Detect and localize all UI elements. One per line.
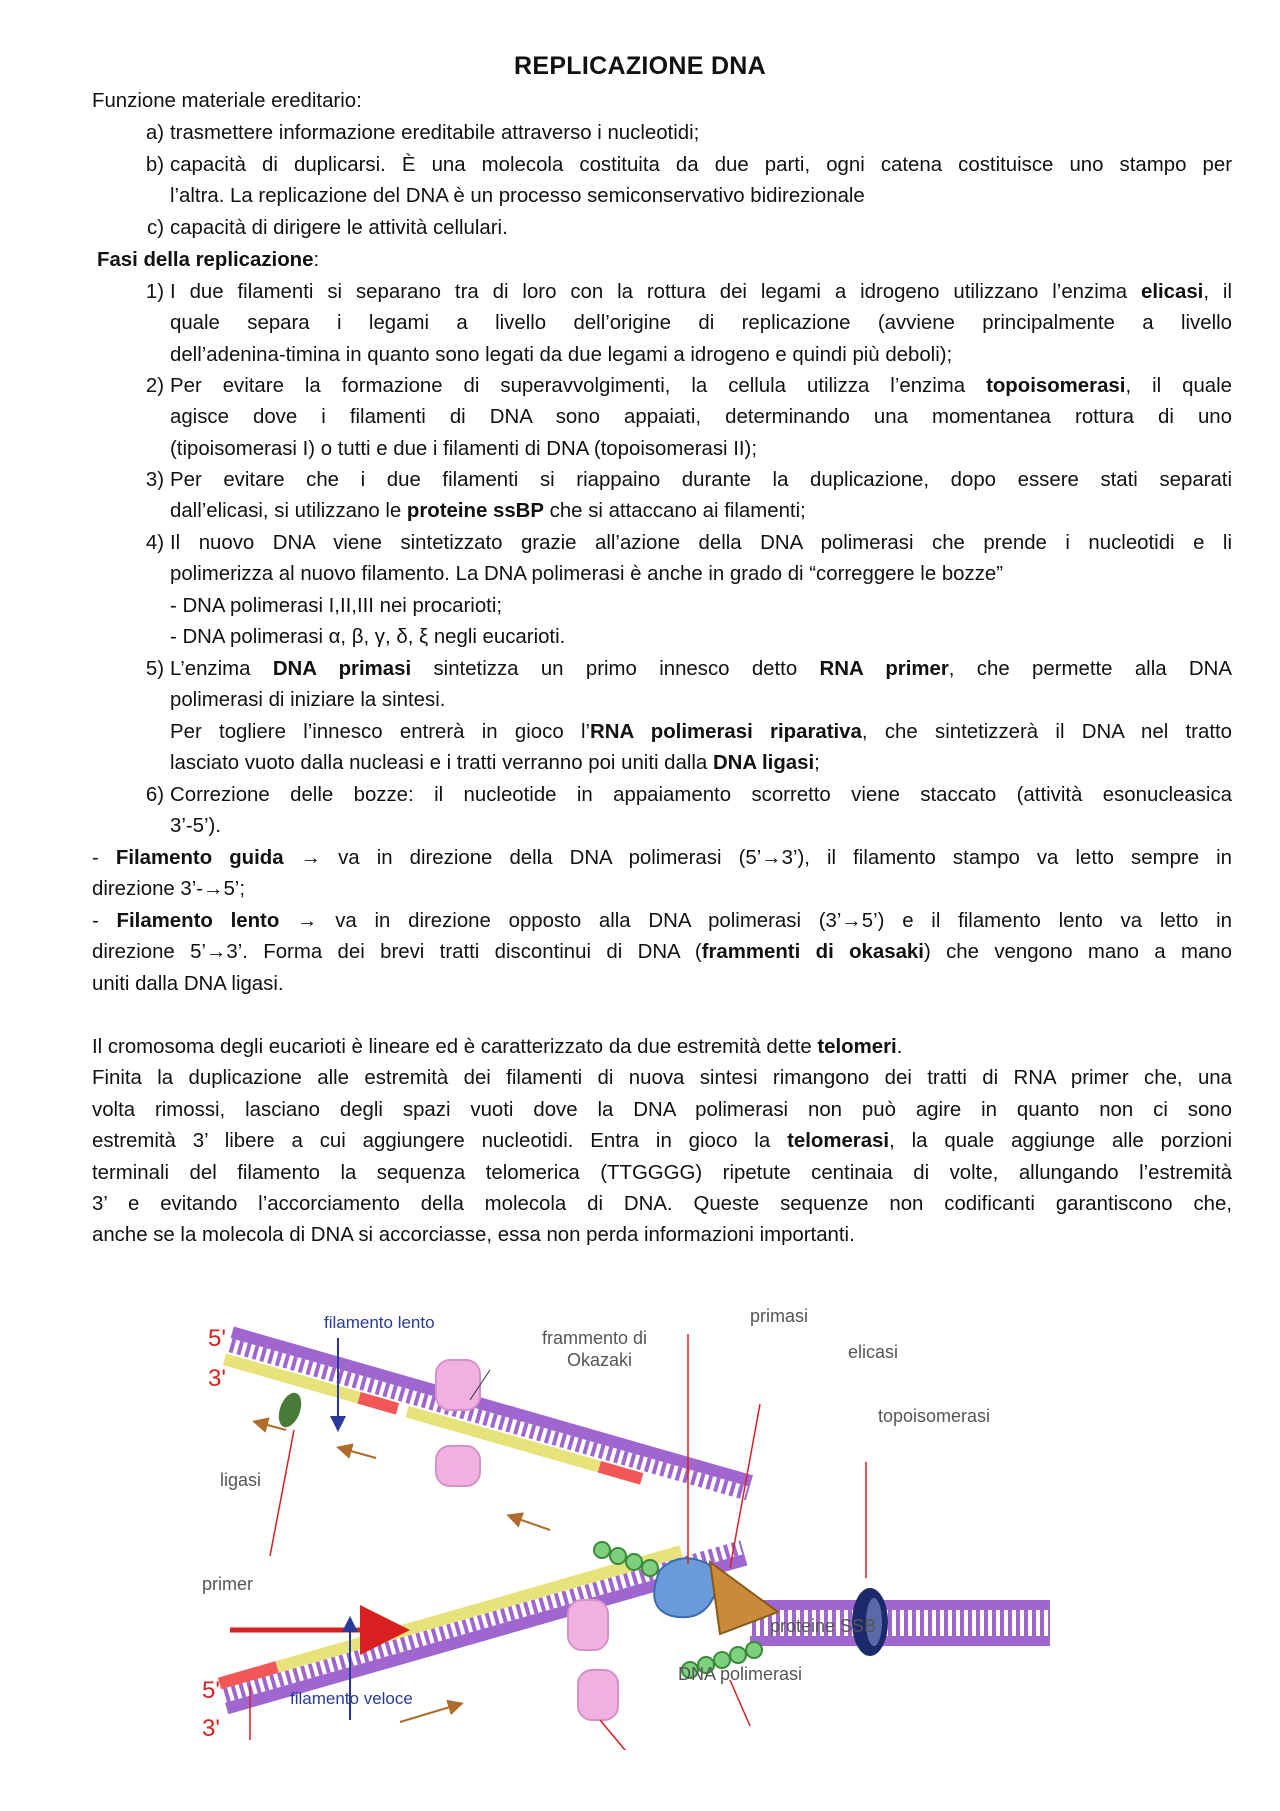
step-2-text-a: Per evitare la formazione di superavvolgimenti, la cellula utilizza l’enzima xyxy=(170,375,987,397)
strand-guide-name: Filamento guida xyxy=(115,847,284,869)
step-3 xyxy=(145,465,1232,528)
function-a-text: trasmettere informazione ereditabile attraverso i nucleotidi; xyxy=(170,122,700,144)
phases-heading-colon: : xyxy=(313,249,320,271)
label-ligasi: ligasi xyxy=(220,1470,262,1490)
strand-guide-paragraph xyxy=(92,843,1232,906)
telomeres-line-6: anche se la molecola di DNA si accorciasse, essa non perda informazioni importanti. xyxy=(92,1224,855,1247)
step-6 xyxy=(145,780,1232,843)
label-3-bottom: 3' xyxy=(202,1715,220,1742)
label-proteine-ssb: proteine SSB xyxy=(770,1616,877,1636)
strand-slow-keyword: frammenti di okasaki xyxy=(701,941,924,964)
step-4-line-3: - DNA polimerasi I,II,III nei procarioti; xyxy=(170,594,503,617)
leading-new-strand xyxy=(276,1545,683,1672)
step-3-keyword: proteine ssBP xyxy=(406,500,544,523)
step-5-keyword-primasi: DNA primasi xyxy=(272,658,412,680)
function-c-label: c) xyxy=(147,217,164,239)
ssb-pointer xyxy=(730,1680,750,1726)
lagging-strand-group xyxy=(223,1327,753,1514)
step-4 xyxy=(145,528,1232,654)
ligasi-pointer xyxy=(270,1430,294,1556)
step-3-text-c: che si attaccano ai filamenti; xyxy=(543,500,806,523)
step-1-line-3: dell’adenina-timina in quanto sono legati da due legami a idrogeno e quindi più deboli); xyxy=(170,343,953,366)
step-1-text-c: , il xyxy=(1203,281,1232,303)
step-6-label: 6) xyxy=(145,784,164,806)
strand-slow-line-3: uniti dalla DNA ligasi. xyxy=(92,972,284,995)
function-a xyxy=(145,118,1232,149)
step-3-text-a: dall’elicasi, si utilizzano le xyxy=(170,500,407,523)
telomeres-text-3a: estremità 3’ libere a cui aggiungere nucleotidi. Entra in gioco la xyxy=(92,1130,788,1153)
step-2-line-2: agisce dove i filamenti di DNA sono appaiati, determinando una momentanea rottura di uno xyxy=(170,406,1232,429)
function-b-line-1: capacità di duplicarsi. È una molecola costituita da due parti, ogni catena costituisce uno stampo per xyxy=(170,154,1232,176)
strand-slow-text-a: direzione 5’→3’. Forma dei brevi tratti discontinui di DNA ( xyxy=(92,941,702,964)
step-5-text-4c: ; xyxy=(814,752,820,775)
step-2 xyxy=(145,371,1232,465)
strand-slow-line-1: → va in direzione opposto alla DNA polimerasi (3’→5’) e il filamento lento va letto in xyxy=(279,910,1232,932)
step-5-keyword-ligasi: DNA ligasi xyxy=(712,752,815,775)
step-4-line-4: - DNA polimerasi α, β, γ, δ, ξ negli eucarioti. xyxy=(170,626,566,649)
lagging-arrow-3 xyxy=(510,1516,550,1530)
parental-strand-top xyxy=(750,1600,1050,1610)
leading-strand-group xyxy=(218,1529,748,1714)
step-5 xyxy=(145,654,1232,780)
step-5-text-3c: , che sintetizzerà il DNA nel tratto xyxy=(861,720,1232,743)
telomeres-line-5: 3’ e evitando l’accorciamento della molecola di DNA. Queste sequenze non codificanti garantiscono che, xyxy=(92,1193,1232,1216)
telomeres-line-1: Finita la duplicazione alle estremità dei filamenti di nuova sintesi rimangono dei tratti di RNA primer che, una xyxy=(92,1067,1232,1090)
parental-strand-bottom xyxy=(750,1636,1050,1646)
label-topoisomerasi: topoisomerasi xyxy=(878,1406,991,1426)
lagging-arrow-2 xyxy=(340,1448,376,1458)
lagging-template-strand xyxy=(231,1327,753,1487)
step-5-text-3a: Per togliere l’innesco entrerà in gioco l’ xyxy=(170,720,591,743)
phases-heading-text: Fasi della replicazione xyxy=(97,249,314,271)
step-5-text-e: , che permette alla DNA xyxy=(948,658,1232,680)
strand-guide-dash: - xyxy=(92,847,116,869)
step-6-line-2: 3’-5’). xyxy=(170,815,221,838)
telomeres-line-2: volta rimossi, lasciano degli spazi vuoti dove la DNA polimerasi non può agire in quanto non ci sono xyxy=(92,1098,1232,1121)
step-4-line-1: Il nuovo DNA viene sintetizzato grazie all’azione della DNA polimerasi che prende i nucleotidi e li xyxy=(170,532,1232,554)
step-1-label: 1) xyxy=(145,281,164,303)
step-5-label: 5) xyxy=(145,658,164,680)
label-5-top: 5' xyxy=(208,1325,226,1352)
strand-guide-line-2: direzione 3’-→5’; xyxy=(92,878,245,901)
label-3-top: 3' xyxy=(208,1365,226,1392)
step-4-label: 4) xyxy=(145,532,164,554)
label-elicasi: elicasi xyxy=(848,1342,899,1362)
step-1-keyword: elicasi xyxy=(1140,281,1204,303)
strand-slow-text-c: ) che vengono mano a mano xyxy=(923,941,1232,964)
dna-polymerase-bottom xyxy=(568,1600,618,1720)
step-1 xyxy=(145,277,1232,371)
label-frammento-2: Okazaki xyxy=(567,1350,633,1370)
label-primasi: primasi xyxy=(750,1306,809,1326)
ligase-shape xyxy=(274,1390,305,1431)
step-3-line-1: Per evitare che i due filamenti si riappaino durante la duplicazione, dopo essere stati separati xyxy=(170,469,1232,491)
telomeres-keyword: telomeri xyxy=(817,1036,897,1058)
telomerasi-keyword: telomerasi xyxy=(787,1130,890,1153)
label-dna-polimerasi: DNA polimerasi xyxy=(678,1664,803,1684)
function-b-line-2: l’altra. La replicazione del DNA è un processo semiconservativo bidirezionale xyxy=(170,185,865,208)
telomeres-text-3c: , la quale aggiunge alle porzioni xyxy=(889,1130,1232,1153)
page-title: REPLICAZIONE DNA xyxy=(513,52,767,80)
step-1-text-a: I due filamenti si separano tra di loro con la rottura dei legami a idrogeno utilizzano l’enzima xyxy=(170,281,1141,303)
phases-heading xyxy=(97,245,1237,276)
function-c xyxy=(147,213,1232,244)
primase-shape xyxy=(654,1558,717,1617)
step-1-line-2: quale separa i legami a livello dell’origine di replicazione (avviene principalmente a livello xyxy=(170,312,1232,335)
step-3-label: 3) xyxy=(145,469,164,491)
step-5-text-a: L’enzima xyxy=(170,658,273,680)
function-a-label: a) xyxy=(145,122,164,144)
step-2-label: 2) xyxy=(145,375,164,397)
label-filamento-lento: filamento lento xyxy=(324,1313,435,1332)
telomeres-paragraph xyxy=(92,1032,1232,1252)
step-5-text-c: sintetizza un primo innesco detto xyxy=(411,658,820,680)
strand-slow-dash: - xyxy=(92,910,117,932)
telomeres-line-4: terminali del filamento la sequenza telomerica (TTGGGG) ripetute centinaia di volte, allungando l’estremità xyxy=(92,1161,1232,1184)
function-b xyxy=(145,150,1232,213)
polimerasi-pointer xyxy=(600,1720,640,1750)
function-c-text: capacità di dirigere le attività cellulari. xyxy=(170,217,508,239)
step-5-keyword-rna-polimerasi: RNA polimerasi riparativa xyxy=(590,720,862,743)
replication-fork-diagram xyxy=(190,1300,1090,1750)
step-5-line-2: polimerasi di iniziare la sintesi. xyxy=(170,689,446,712)
label-frammento-1: frammento di xyxy=(542,1328,648,1348)
intro-line: Funzione materiale ereditario: xyxy=(92,90,362,112)
step-6-line-1: Correzione delle bozze: il nucleotide in appaiamento scorretto viene staccato (attività esonucleasica xyxy=(170,784,1232,806)
lagging-template-bases xyxy=(227,1338,750,1500)
strand-guide-line-1: → va in direzione della DNA polimerasi (5’→3’), il filamento stampo va letto sempre in xyxy=(283,847,1232,869)
strand-slow-name: Filamento lento xyxy=(116,910,280,932)
step-5-text-4a: lasciato vuoto dalla nucleasi e i tratti verranno poi uniti dalla xyxy=(170,752,713,775)
step-4-line-2: polimerizza al nuovo filamento. La DNA polimerasi è anche in grado di “correggere le bozze” xyxy=(170,563,1004,586)
strand-slow-paragraph xyxy=(92,906,1232,1000)
step-5-keyword-primer: RNA primer xyxy=(819,658,949,680)
label-5-bottom: 5' xyxy=(202,1677,220,1704)
telomeres-text-c: . xyxy=(896,1036,903,1058)
function-b-label: b) xyxy=(145,154,164,176)
step-2-text-c: , il quale xyxy=(1125,375,1232,397)
step-2-line-3: (tipoisomerasi I) o tutti e due i filamenti di DNA (topoisomerasi II); xyxy=(170,437,758,460)
step-2-keyword: topoisomerasi xyxy=(986,375,1126,397)
intro-text xyxy=(92,86,1232,117)
label-primer: primer xyxy=(202,1574,254,1594)
label-filamento-veloce: filamento veloce xyxy=(290,1689,413,1708)
telomeres-text-a: Il cromosoma degli eucarioti è lineare ed è caratterizzato da due estremità dette xyxy=(92,1036,818,1058)
